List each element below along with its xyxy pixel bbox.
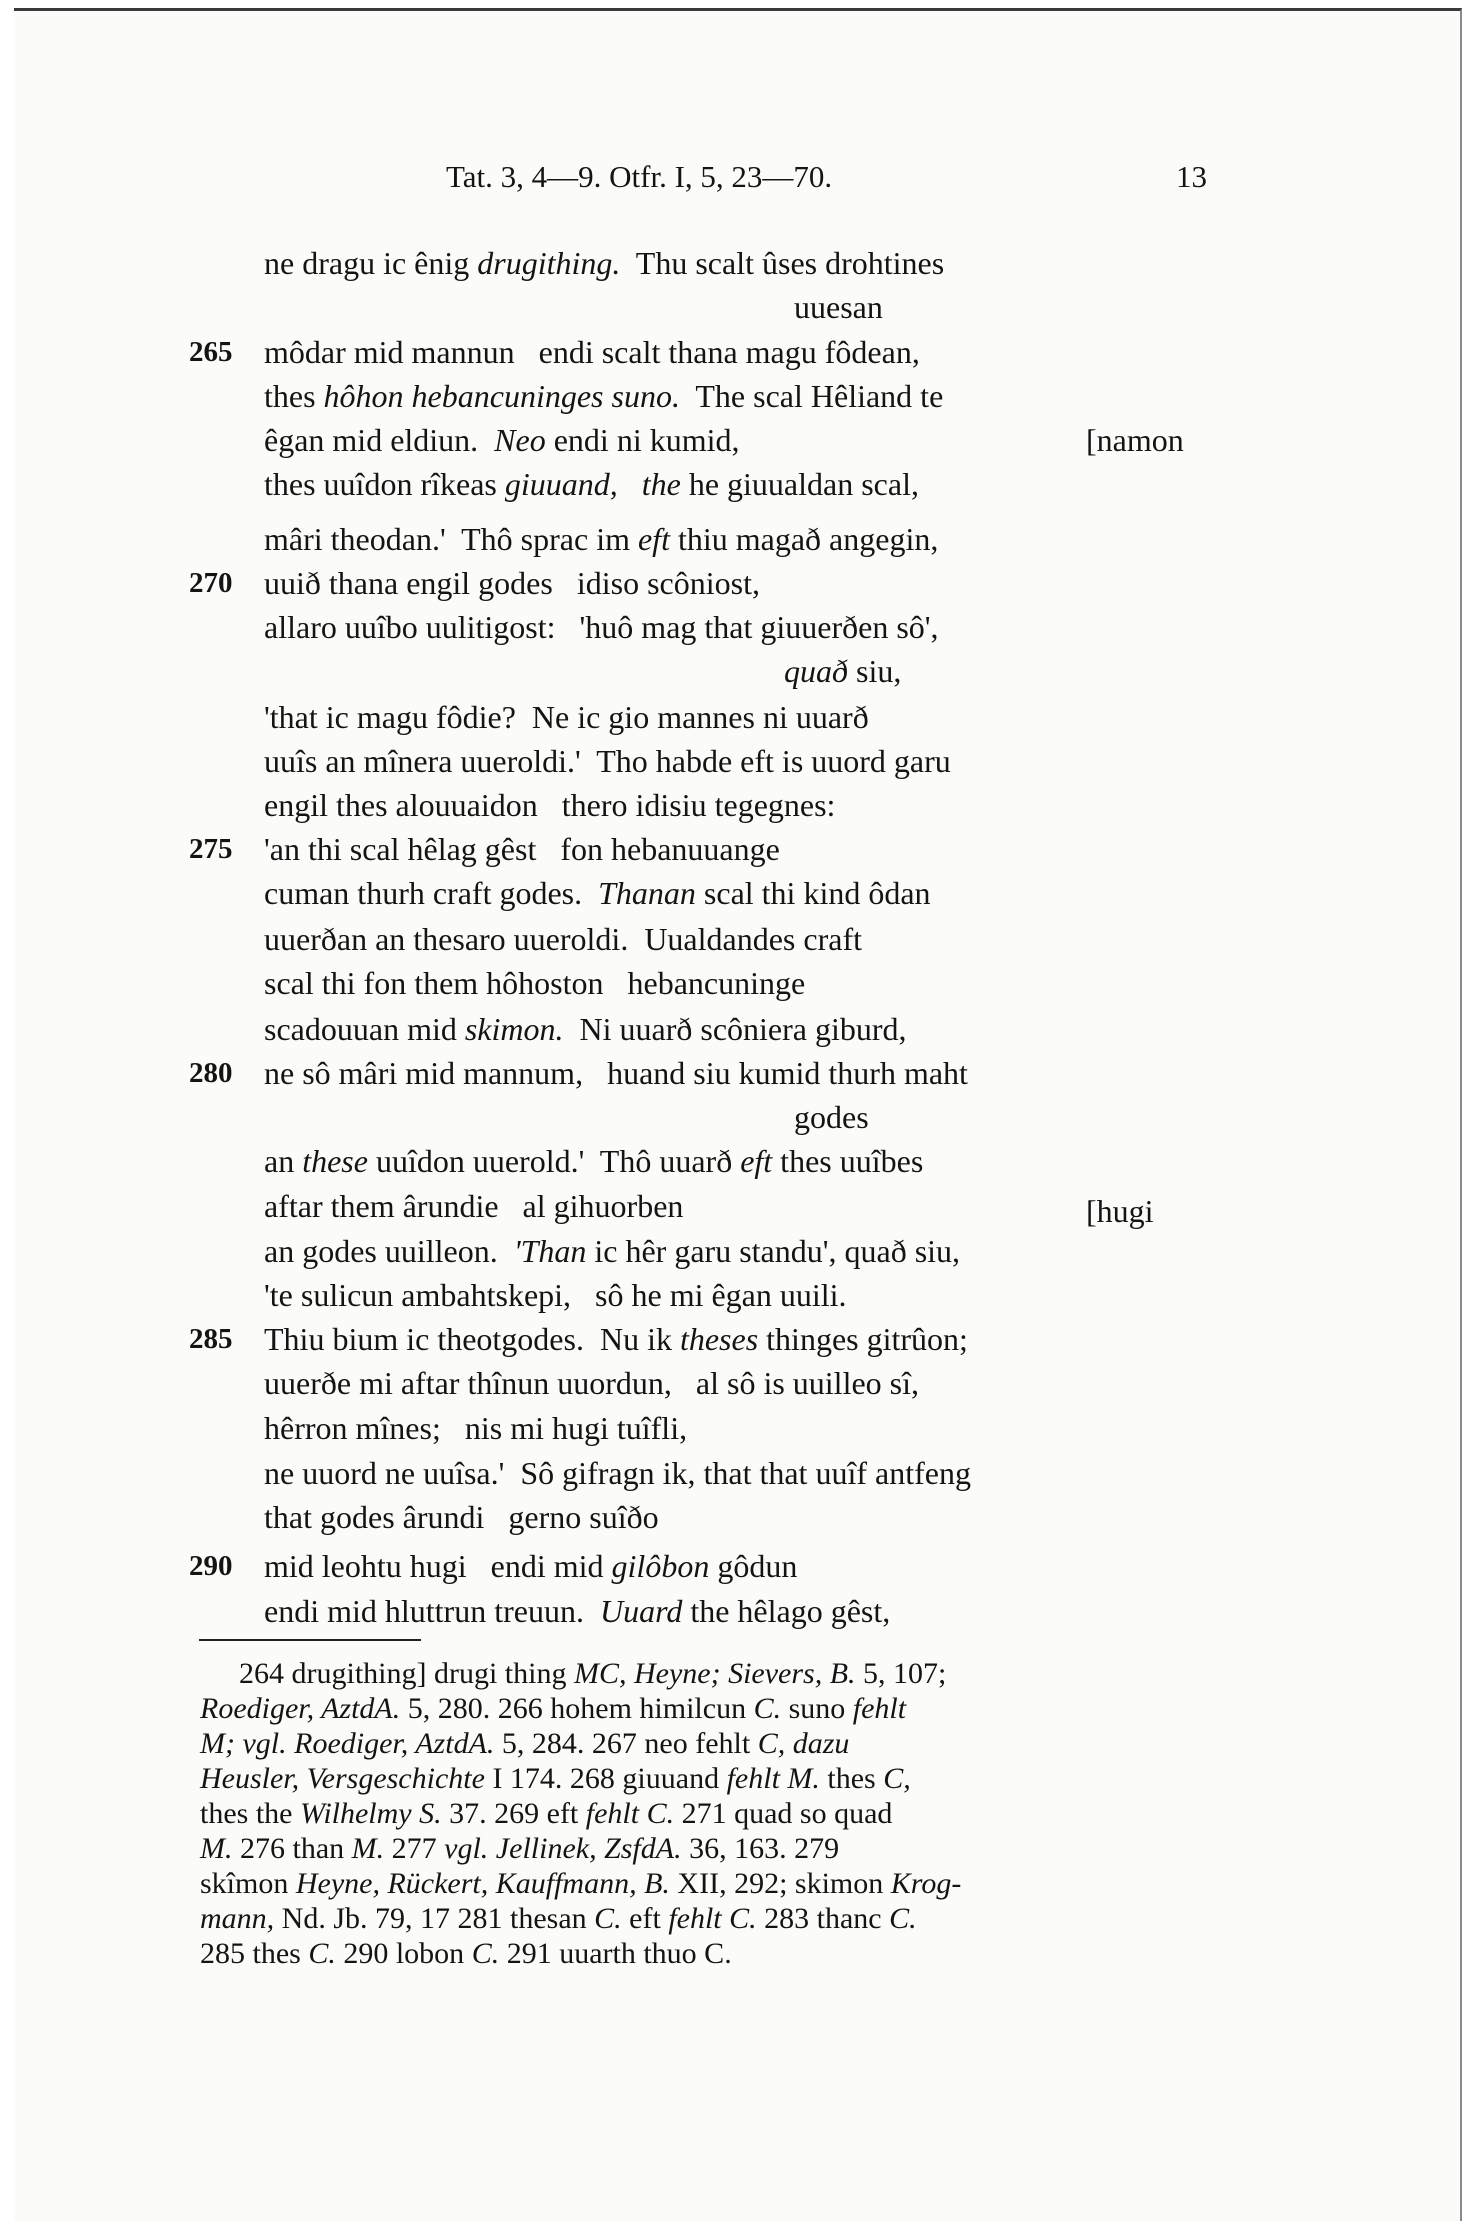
verse-line: scal thi fon them hôhoston hebancuninge <box>264 965 806 1001</box>
footnote-line: skîmon Heyne, Rückert, Kauffmann, B. XII, 292; skimon Krog- <box>200 1867 962 1900</box>
verse-line: cuman thurh craft godes. Thanan scal thi kind ôdan <box>264 875 931 911</box>
running-title: Tat. 3, 4—9. Otfr. I, 5, 23—70. <box>446 159 833 194</box>
verse-line: thes hôhon hebancuninges suno. The scal Hêliand te <box>264 378 944 414</box>
footnote-line: 264 drugithing] drugi thing MC, Heyne; Sievers, B. 5, 107; <box>239 1657 947 1690</box>
verse-line: endi mid hluttrun treuun. Uuard the hêlago gêst, <box>264 1593 891 1629</box>
verse-line: [hugi <box>1086 1193 1154 1229</box>
verse-line: engil thes alouuaidon thero idisiu tegegnes: <box>264 787 836 823</box>
verse-line: [namon <box>1086 422 1184 458</box>
verse-line: quað siu, <box>784 653 902 689</box>
verse-line: Thiu bium ic theotgodes. Nu ik theses thinges gitrûon; <box>264 1321 968 1357</box>
verse-line: 'that ic magu fôdie? Ne ic gio mannes ni uuarð <box>264 699 869 735</box>
footnote-line: 285 thes C. 290 lobon C. 291 uuarth thuo C. <box>200 1937 732 1970</box>
verse-line: uuesan <box>794 289 883 325</box>
verse-line: môdar mid mannun endi scalt thana magu fôdean, <box>264 334 920 370</box>
verse-line: that godes ârundi gerno suîðo <box>264 1499 659 1535</box>
page-number: 13 <box>1176 159 1207 194</box>
verse-line: uuerðe mi aftar thînun uuordun, al sô is uuilleo sî, <box>264 1365 919 1401</box>
line-number: 290 <box>189 1550 233 1582</box>
line-number: 275 <box>189 833 233 865</box>
footnote-rule <box>199 1639 421 1641</box>
verse-line: an these uuîdon uuerold.' Thô uuarð eft thes uuîbes <box>264 1143 924 1179</box>
footnote-line: M; vgl. Roediger, AztdA. 5, 284. 267 neo fehlt C, dazu <box>200 1727 850 1760</box>
footnote-line: Roediger, AztdA. 5, 280. 266 hohem himilcun C. suno fehlt <box>200 1692 907 1725</box>
verse-line: an godes uuilleon. 'Than ic hêr garu standu', quað siu, <box>264 1233 961 1269</box>
verse-line: êgan mid eldiun. Neo endi ni kumid, <box>264 422 740 458</box>
verse-line: mâri theodan.' Thô sprac im eft thiu magað angegin, <box>264 521 939 557</box>
line-number: 270 <box>189 567 233 599</box>
verse-line: allaro uuîbo uulitigost: 'huô mag that giuuerðen sô', <box>264 609 939 645</box>
verse-line: ne sô mâri mid mannum, huand siu kumid thurh maht <box>264 1055 968 1091</box>
book-page <box>14 8 1462 2221</box>
verse-line: uuîs an mînera uueroldi.' Tho habde eft is uuord garu <box>264 743 951 779</box>
verse-line: godes <box>794 1099 869 1135</box>
verse-line: 'an thi scal hêlag gêst fon hebanuuange <box>264 831 780 867</box>
verse-line: ne uuord ne uuîsa.' Sô gifragn ik, that that uuîf antfeng <box>264 1455 971 1491</box>
footnote-line: thes the Wilhelmy S. 37. 269 eft fehlt C. 271 quad so quad <box>200 1797 893 1830</box>
verse-line: hêrron mînes; nis mi hugi tuîfli, <box>264 1410 688 1446</box>
footnote-line: Heusler, Versgeschichte I 174. 268 giuuand fehlt M. thes C, <box>200 1762 911 1795</box>
verse-line: 'te sulicun ambahtskepi, sô he mi êgan uuili. <box>264 1277 847 1313</box>
verse-line: aftar them ârundie al gihuorben <box>264 1188 684 1224</box>
verse-line: ne dragu ic ênig drugithing. Thu scalt ûses drohtines <box>264 245 945 281</box>
line-number: 265 <box>189 336 233 368</box>
line-number: 280 <box>189 1057 233 1089</box>
line-number: 285 <box>189 1323 233 1355</box>
footnote-line: M. 276 than M. 277 vgl. Jellinek, ZsfdA. 36, 163. 279 <box>200 1832 840 1865</box>
footnote-line: mann, Nd. Jb. 79, 17 281 thesan C. eft fehlt C. 283 thanc C. <box>200 1902 917 1935</box>
verse-line: uuerðan an thesaro uueroldi. Uualdandes craft <box>264 921 862 957</box>
verse-line: mid leohtu hugi endi mid gilôbon gôdun <box>264 1548 798 1584</box>
verse-line: thes uuîdon rîkeas giuuand, the he giuualdan scal, <box>264 466 919 502</box>
verse-line: scadouuan mid skimon. Ni uuarð scôniera giburd, <box>264 1011 907 1047</box>
verse-line: uuið thana engil godes idiso scôniost, <box>264 565 760 601</box>
